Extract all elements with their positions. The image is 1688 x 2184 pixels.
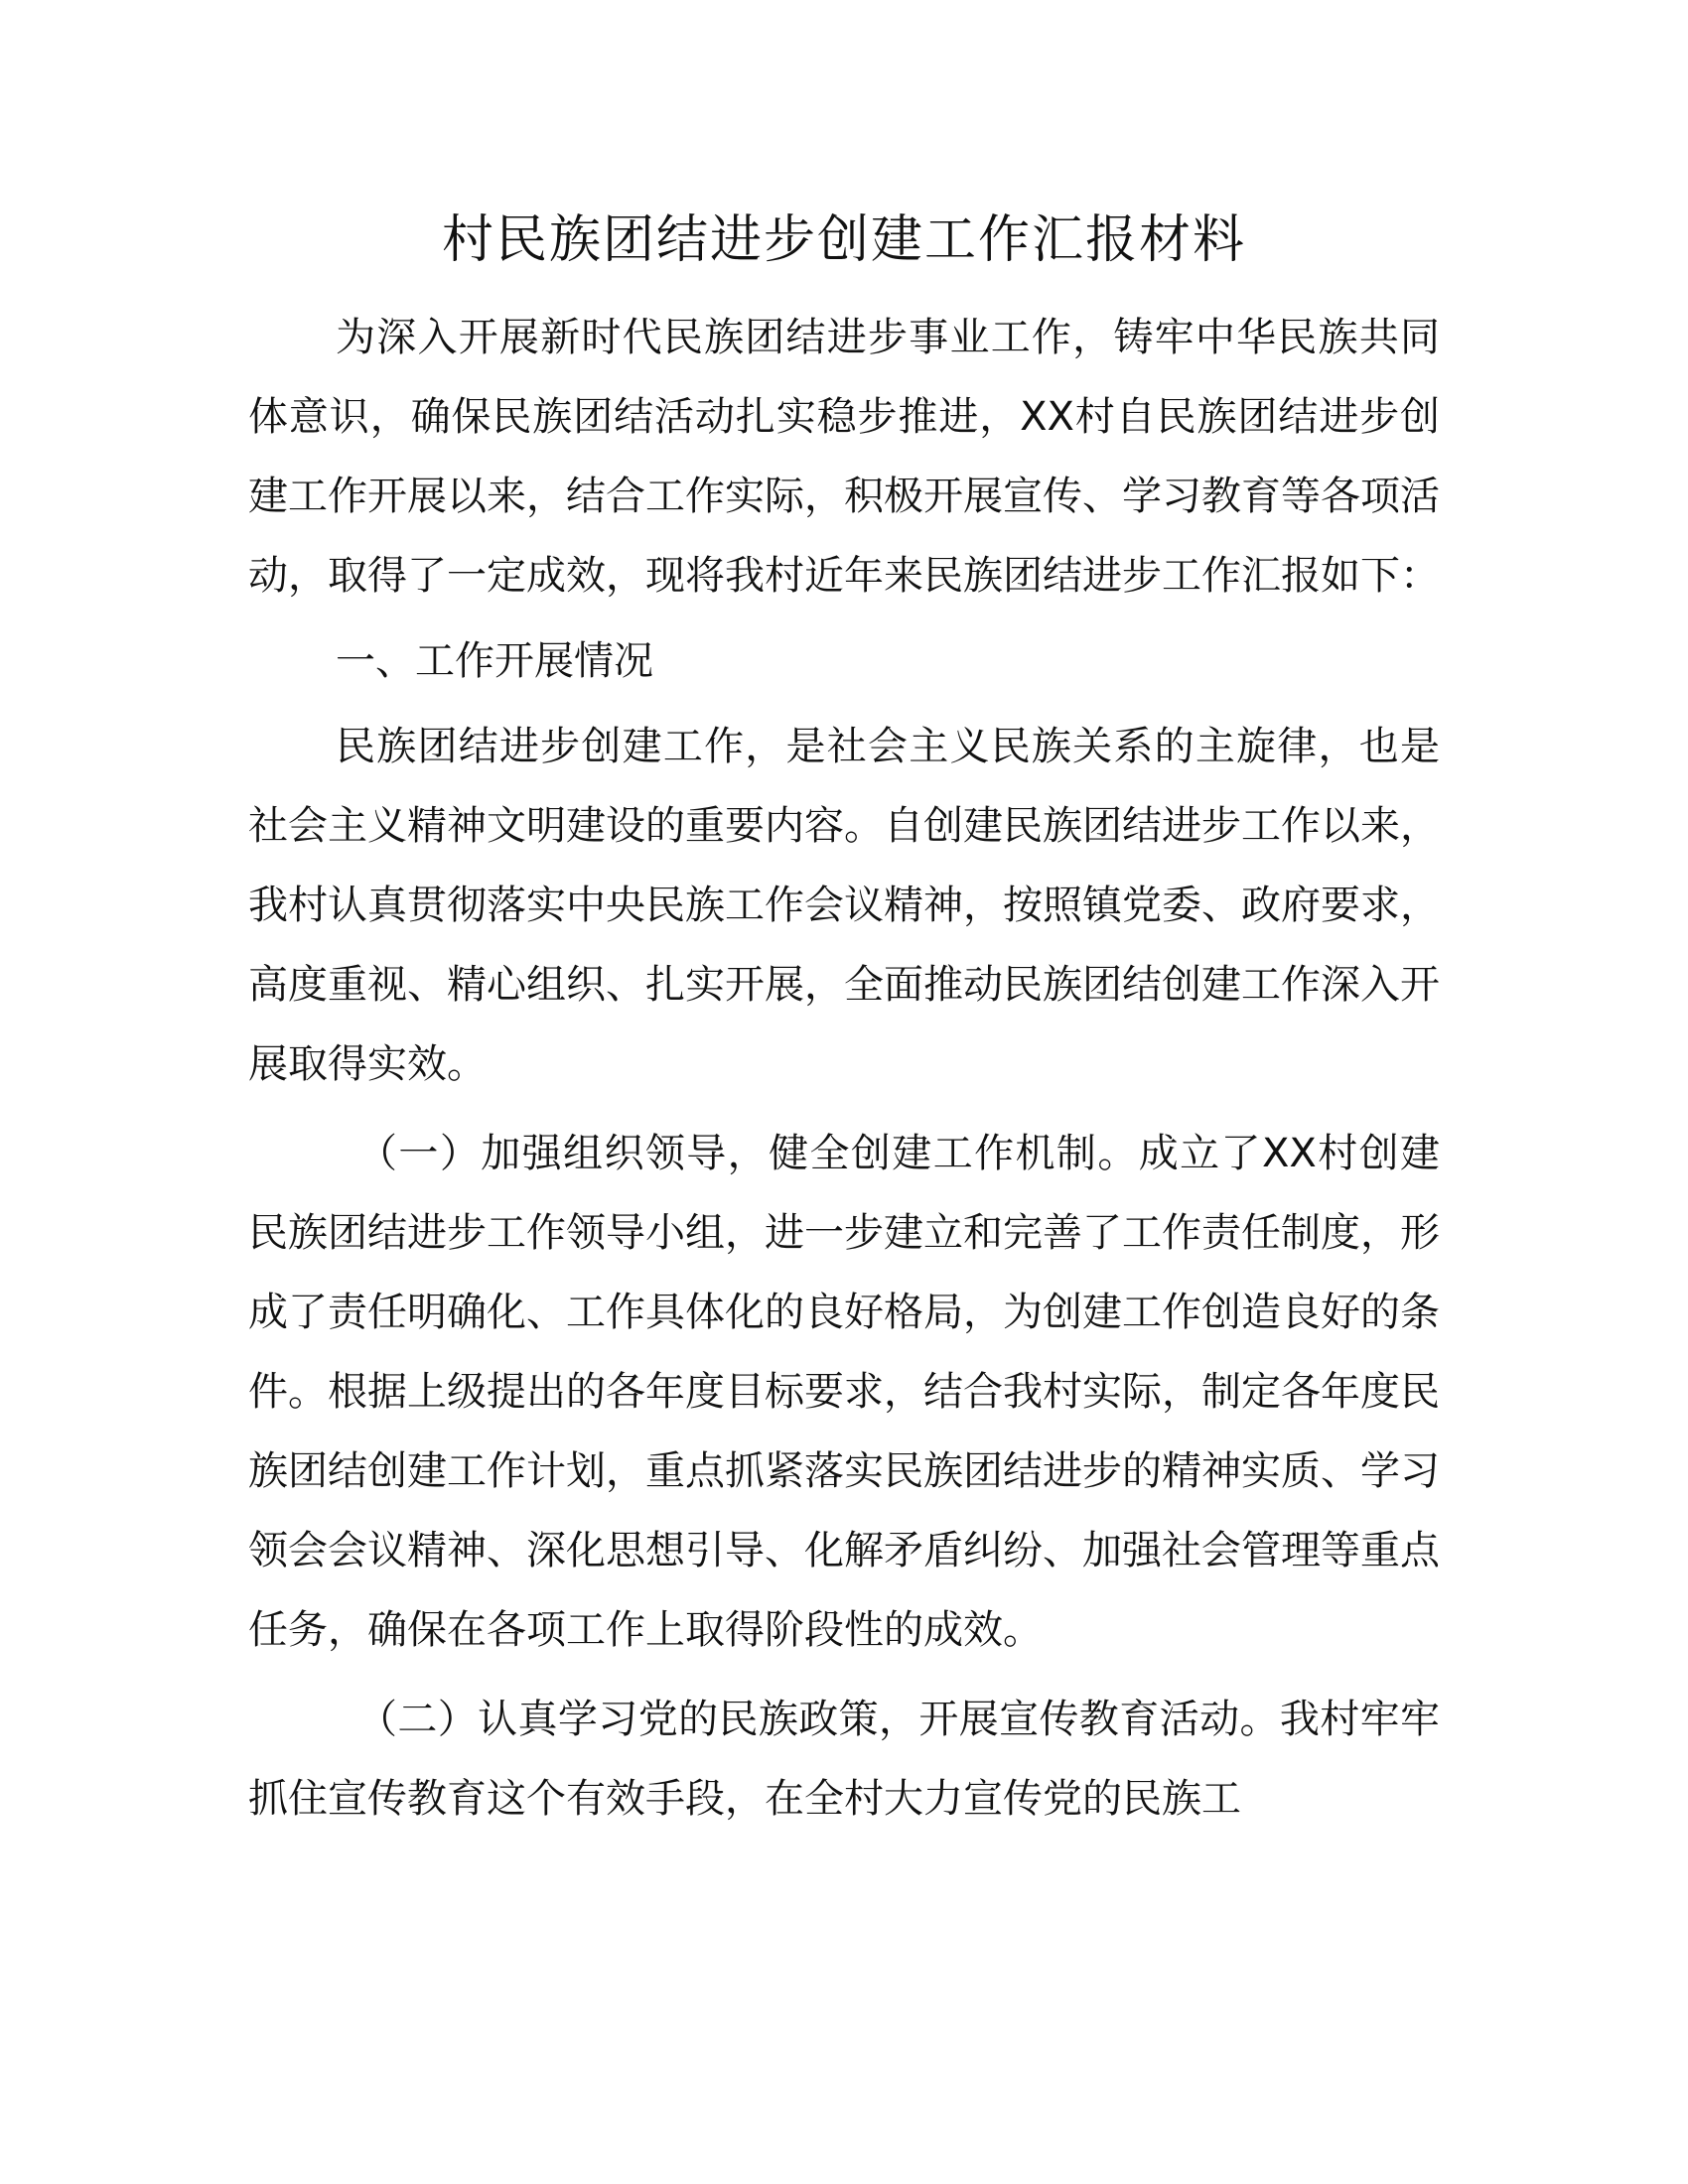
document-body [248, 298, 1440, 1839]
section-heading: 一、工作开展情况 [336, 638, 653, 684]
document-title: 村民族团结进步创建工作汇报材料 [441, 210, 1246, 270]
overview-paragraph: 民族团结进步创建工作，是社会主义民族关系的主旋律，也是社会主义精神文明建设的重要内容。自创建民族团结进步工作以来，我村认真贯彻落实中央民族工作会议精神，按照镇党委、政府要求，高度重视、精心组织、扎实开展，全面推动民族团结创建工作深入开展取得实效。 [248, 724, 1440, 1087]
subsection-one-paragraph: （一）加强组织领导，健全创建工作机制。成立了XX村创建民族团结进步工作领导小组，进一步建立和完善了工作责任制度，形成了责任明确化、工作具体化的良好格局，为创建工作创造良好的条件。根据上级提出的各年度目标要求，结合我村实际，制定各年度民族团结创建工作计划，重点抓紧落实民族团结进步的精神实质、学习领会会议精神、深化思想引导、化解矛盾纠纷、加强社会管理等重点任务，确保在各项工作上取得阶段性的成效。 [248, 1131, 1440, 1653]
intro-paragraph: 为深入开展新时代民族团结进步事业工作，铸牢中华民族共同体意识，确保民族团结活动扎实稳步推进，XX村自民族团结进步创建工作开展以来，结合工作实际，积极开展宣传、学习教育等各项活动，取得了一定成效，现将我村近年来民族团结进步工作汇报如下： [248, 315, 1440, 599]
subsection-two-paragraph: （二）认真学习党的民族政策，开展宣传教育活动。我村牢牢抓住宣传教育这个有效手段，在全村大力宣传党的民族工 [248, 1697, 1440, 1822]
